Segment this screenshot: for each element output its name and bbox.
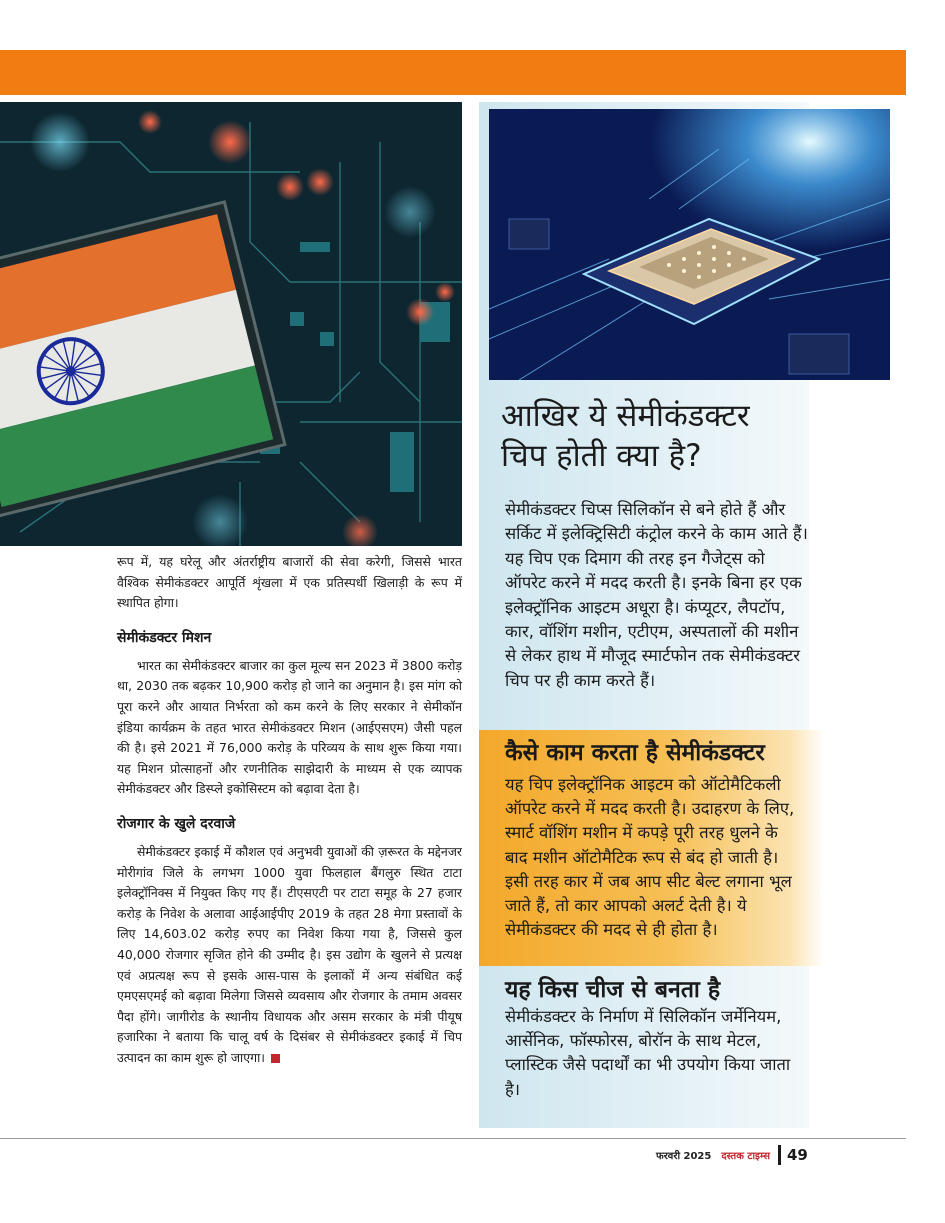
sidebar-title: आखिर ये सेमीकंडक्टर चिप होती क्या है? [501, 398, 750, 474]
issue-date: फरवरी 2025 [656, 1151, 712, 1162]
how-body: यह चिप इलेक्ट्रॉनिक आइटम को ऑटोमैटिकली ऑपरेट करने में मदद करती है। उदाहरण के लिए, स्मार्ट वॉशिंग मशीन में कपड़े पूरी तरह धुलने के बाद मशीन ऑटोमैटिक रूप से बंद हो जाती है। इसी तरह कार में जब आप सीट बेल्ट लगाना भूल जाते हैं, तो कार आपको अलर्ट देती है। ये सेमीकंडक्टर की मदद से ही होता है। [505, 775, 795, 940]
page-number: 49 [786, 1146, 808, 1164]
made-heading: यह किस चीज से बनता है [505, 977, 721, 1003]
article-intro: रूप में, यह घरेलू और अंतर्राष्ट्रीय बाजारों की सेवा करेगी, जिससे भारत वैश्विक सेमीकंडक्टर आपूर्ति शृंखला में एक प्रतिस्पर्धी खिलाड़ी के रूप में स्थापित होगा। [117, 554, 462, 611]
sidebar-body: सेमीकंडक्टर चिप्स सिलिकॉन से बने होते हैं और सर्किट में इलेक्ट्रिसिटी कंट्रोल करने के काम आते हैं। यह चिप एक दिमाग की तरह इन गैजेट्स को ऑपरेट करने में मदद करती है। इनके बिना हर एक इलेक्ट्रॉनिक आइटम अधूरा है। कंप्यूटर, लैपटॉप, कार, वॉशिंग मशीन, एटीएम, अस्पतालों की मशीन से लेकर हाथ में मौजूद स्मार्टफोन तक सेमीकंडक्टर चिप पर ही काम करते हैं। [505, 500, 808, 690]
jobs-text: सेमीकंडक्टर इकाई में कौशल एवं अनुभवी युवाओं की ज़रूरत के मद्देनजर मोरीगांव जिले के लगभग 1000 युवा फिलहाल बैंगलुरु स्थित टाटा इलेक्ट्रॉनिक्स में नियुक्त किए गए हैं। टीएसएटी पर टाटा समूह के 27 हजार करोड़ के निवेश के अलावा आईआईपीए 2019 के तहत 28 मेगा प्रस्तावों के लिए 14,603.02 करोड़ रुपए का निवेश किया गया है, जिससे कुल 40,000 रोजगार सृजित होने की उम्मीद है। इस उद्योग के खुलने से प्रत्यक्ष एवं अप्रत्यक्ष रूप से इसके आस-पास के इलाकों में अन्य संबंधित कई एमएसएमई को बढ़ावा मिलेगा जिससे व्यवसाय और रोजगार के तमाम अवसर पैदा होंगे। जागीरोड के स्थानीय विधायक और असम सरकार के मंत्री पीयूष हजारिका ने बताया कि चालू वर्ष के दिसंबर से सेमीकंडक्टर इकाई में चिप उत्पादन का काम शुरू हो जाएगा। [117, 843, 462, 1065]
made-body: सेमीकंडक्टर के निर्माण में सिलिकॉन जर्मेनियम, आर्सेनिक, फॉस्फोरस, बोरॉन के साथ मेटल, प्लास्टिक जैसे पदार्थों का भी उपयोग किया जाता है। [505, 1007, 791, 1099]
india-chip-photo [0, 102, 462, 546]
mission-heading: सेमीकंडक्टर मिशन [117, 629, 212, 646]
mission-paragraph: भारत का सेमीकंडक्टर बाजार का कुल मूल्य सन 2023 में 3800 करोड़ था, 2030 तक बढ़कर 10,900 करोड़ हो जाने का अनुमान है। इस मांग को पूरा करने और आयात निर्भरता को कम करने के लिए सरकार ने सेमीकॉन इंडिया कार्यक्रम के तहत भारत सेमीकंडक्टर मिशन (आईएसएम) जैसी पहल की है। इसे 2021 में 76,000 करोड़ के परिव्यय के साथ शुरू किया गया। यह मिशन प्रोत्साहनों और रणनीतिक साझेदारी के माध्यम से एक व्यापक सेमीकंडक्टर और डिस्प्ले इकोसिस्टम को बढ़ावा देता है। [117, 657, 462, 797]
footer-divider [778, 1145, 781, 1165]
glowing-chip-photo [489, 109, 890, 380]
footer [656, 1144, 808, 1166]
jobs-paragraph [117, 842, 462, 1069]
footer-rule [0, 1138, 906, 1139]
end-mark [271, 1054, 280, 1063]
jobs-heading: रोजगार के खुले दरवाजे [117, 815, 236, 832]
top-color-band [0, 50, 906, 95]
how-heading: कैसे काम करता है सेमीकंडक्टर [505, 740, 765, 766]
magazine-logo: दस्तक टाइम्स [721, 1151, 770, 1162]
article-body [117, 552, 462, 1068]
